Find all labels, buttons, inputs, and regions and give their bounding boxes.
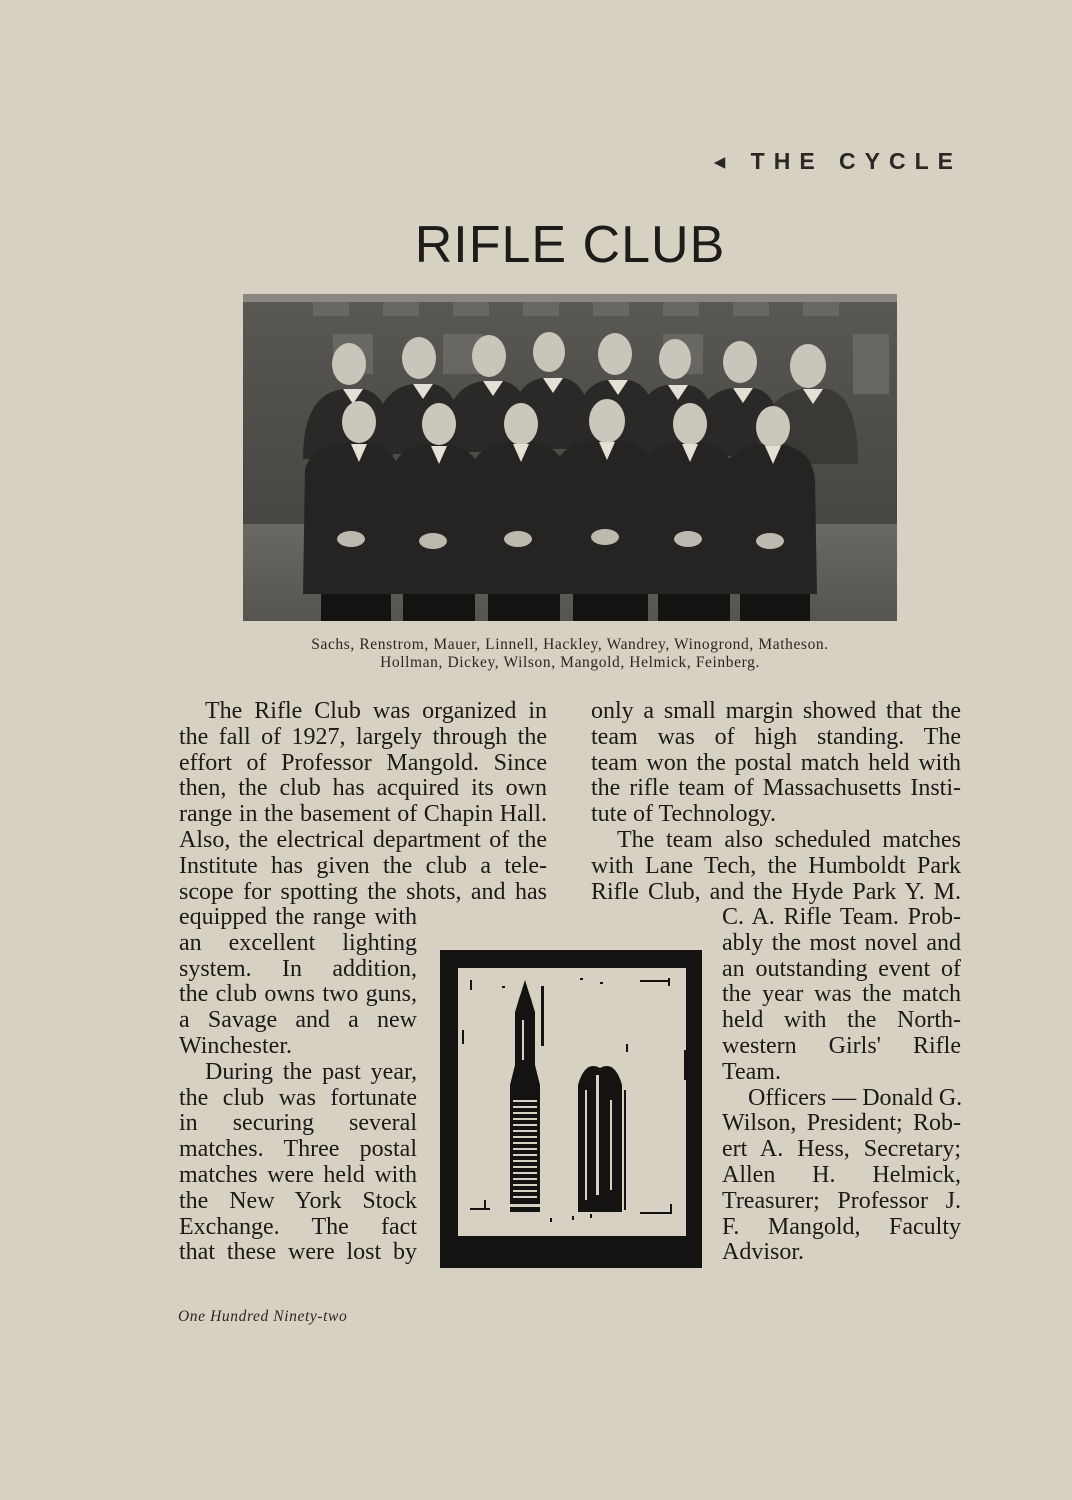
text-line: an excellent lighting xyxy=(179,929,417,956)
text-line: Team. xyxy=(722,1058,781,1085)
text-line: Winchester. xyxy=(179,1032,292,1059)
text-line: Also, the electrical department of the xyxy=(179,826,547,853)
text-line: the rifle team of Massachusetts Insti- xyxy=(591,775,961,802)
text-line: Institute has given the club a tele- xyxy=(179,852,547,879)
text-line: the New York Stock xyxy=(179,1187,417,1214)
text-line: an outstanding event of xyxy=(722,955,961,982)
text-line: with Lane Tech, the Humboldt Park xyxy=(591,852,961,879)
text-line: then, the club has acquired its own xyxy=(179,775,547,802)
cartridges-woodcut xyxy=(440,950,702,1268)
text-line: The team also scheduled matches xyxy=(617,826,961,853)
text-line: equipped the range with xyxy=(179,904,417,930)
text-line: During the past year, xyxy=(205,1058,417,1085)
text-line: Rifle Club, and the Hyde Park Y. M. xyxy=(591,878,961,905)
caption-front-row: Hollman, Dickey, Wilson, Mangold, Helmick, Feinberg. xyxy=(380,654,760,671)
text-line: The Rifle Club was organized in xyxy=(205,698,547,724)
text-line: team won the postal match held with xyxy=(591,749,961,776)
caption-back-row: Sachs, Renstrom, Mauer, Linnell, Hackley, Wandrey, Winogrond, Matheson. xyxy=(311,636,829,653)
text-line: only a small margin showed that the xyxy=(591,698,961,724)
text-line: Advisor. xyxy=(722,1239,805,1266)
text-line: system. In addition, xyxy=(179,955,417,982)
left-arrow-icon: ◂ xyxy=(713,148,736,174)
text-line: matches. Three postal xyxy=(179,1136,417,1163)
left-column-wide xyxy=(179,699,547,905)
text-line: range in the basement of Chapin Hall. xyxy=(179,801,547,828)
text-line: the club was fortunate xyxy=(179,1084,417,1111)
text-line: a Savage and a new xyxy=(179,1007,417,1034)
text-line: that these were lost by xyxy=(179,1239,417,1266)
right-column-narrow xyxy=(722,905,961,1266)
running-head xyxy=(714,148,962,175)
page-title: RIFLE CLUB xyxy=(414,216,726,274)
text-line: the year was the match xyxy=(722,981,961,1008)
text-line: Treasurer; Professor J. xyxy=(722,1187,961,1214)
text-line: team was of high standing. The xyxy=(591,723,961,750)
text-line: Allen H. Helmick, xyxy=(722,1161,961,1188)
text-line: in securing several xyxy=(179,1110,417,1137)
text-line: ably the most novel and xyxy=(722,929,961,956)
right-column-wide xyxy=(591,699,961,905)
text-line: C. A. Rifle Team. Prob- xyxy=(722,904,961,930)
text-line: held with the North- xyxy=(722,1007,961,1034)
text-line: Wilson, President; Rob- xyxy=(722,1110,961,1137)
text-line: scope for spotting the shots, and has xyxy=(179,878,547,905)
text-line: Officers — Donald G. xyxy=(748,1084,963,1111)
photo-caption xyxy=(0,636,1072,672)
text-line: ert A. Hess, Secretary; xyxy=(722,1136,961,1163)
text-line: tute of Technology. xyxy=(591,801,776,828)
text-line: the club owns two guns, xyxy=(179,981,417,1008)
text-line: the fall of 1927, largely through the xyxy=(179,723,547,750)
text-line: matches were held with xyxy=(179,1161,417,1188)
text-line: western Girls' Rifle xyxy=(722,1032,961,1059)
left-column-narrow xyxy=(179,905,417,1266)
running-head-text: THE CYCLE xyxy=(750,148,962,174)
text-line: Exchange. The fact xyxy=(179,1213,417,1240)
text-line: F. Mangold, Faculty xyxy=(722,1213,961,1240)
text-line: effort of Professor Mangold. Since xyxy=(179,749,547,776)
page-number: One Hundred Ninety-two xyxy=(178,1308,348,1325)
group-photo xyxy=(243,294,897,621)
